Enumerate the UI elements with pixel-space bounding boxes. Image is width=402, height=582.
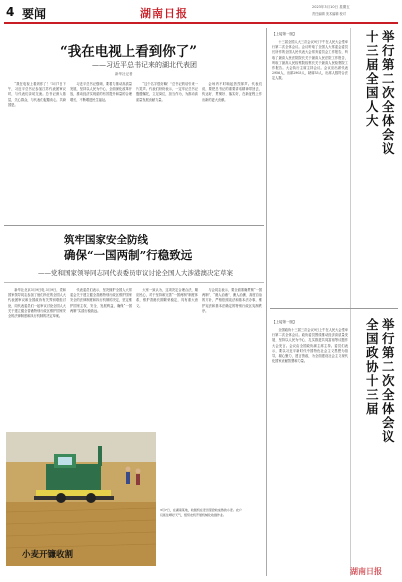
section-divider [270, 308, 398, 309]
lead-paragraph: “这个名字很好嘛！”总书记的话引来一片笑声。代表们纷纷表示，一定牢记总书记殷殷嘱托，立足岗位，担当作为，为推动高质量发展贡献力量。 [136, 82, 198, 102]
lead-subheadline: ——习近平总书记来的湖北代表团 [92, 61, 197, 69]
lead-column-4 [202, 82, 262, 222]
second-subheadline: ——党和国家领导同志同代表委员审议讨论全国人大涉港澳决定草案 [38, 269, 233, 277]
section-divider [4, 225, 264, 226]
second-paragraph: 与会同志表示，要全面准确贯彻“一国两制”、“港人治港”、澳人治澳、高度自治的方针，严格依照宪法和基本法办事，维护宪法和基本法确定的特别行政区宪制秩序。 [202, 288, 262, 313]
photo-headline: 小麦开镰收割 [22, 550, 74, 560]
npc-paragraph: 十三届全国人大三次会议9日下午在人民大会堂举行第二次全体会议。会议听取了全国人大常委会委员长所作的全国人民代表大会常务委员会工作报告，听取了最高人民法院院长关于最高人民法院工作报告，听取了最高人民检察院检察长关于最高人民检察院工作报告。大会执行主席主持会议。会议应出席代表2956人，出席2903人，缺席53人，出席人数符合法定人数。 [272, 40, 348, 81]
wheat-harvest-photo [6, 432, 156, 566]
section-divider [4, 282, 264, 283]
lead-column-1 [8, 82, 66, 222]
column-divider [350, 28, 351, 576]
second-paragraph: 代表委员们表示，坚决拥护全国人大常委会关于建立健全香港特别行政区维护国家安全的法律制度和执行机制的决定，坚定维护国家主权、安全、发展利益，确保“一国两制”实践行稳致远。 [70, 288, 132, 313]
issue-date: 2023年3月10日 星期五 [312, 5, 350, 9]
newspaper-watermark: 湖南日报 [350, 566, 382, 576]
lead-byline: 新华社记者 [115, 72, 133, 76]
second-column-4 [202, 288, 262, 503]
column-divider [266, 28, 267, 576]
npc-headline-part-1: 十三届全国人大 [366, 29, 379, 128]
masthead-logo: 湖南日报 [140, 7, 188, 20]
cppcc-session-article [272, 328, 348, 564]
second-kicker: 筑牢国家安全防线 [64, 234, 148, 246]
photo-caption: 3月7日，在湖南某地，收割机在麦田里抢收成熟的小麦。农户们抓住晴好天气，组织农机开展机械化收割作业。 [160, 508, 242, 517]
second-paragraph: 新华社北京3月9日电 3月9日，党和国家领导同志参加了他们所在的全国人大代表团审议和全国政协有关界别联组讨论，同代表委员们一起审议讨论全国人大关于建立健全香港特别行政区维护国家安全的法律制度和执行机制的决定草案。 [8, 288, 66, 319]
continued-tag: 【上接第一版】 [272, 320, 297, 324]
lead-headline: “我在电视上看到你了” [60, 44, 198, 60]
second-column-1 [8, 288, 66, 428]
lead-column-2 [70, 82, 132, 222]
second-paragraph: 大家一致认为，这项决定合理合法，顺应民心，对于坚持和完善“一国两制”制度体系，维护香港长期繁荣稳定，具有重大意义。 [136, 288, 198, 308]
lead-paragraph: 会场内不时响起热烈掌声。代表们说，要把总书记的重要讲话精神带回去，传达好、贯彻好、落实好，在新征程上作出新的更大贡献。 [202, 82, 262, 102]
header-rule [4, 22, 398, 24]
lead-column-3 [136, 82, 198, 222]
second-column-2 [70, 288, 132, 428]
cppcc-headline-part-2: 举行第二次全体会议 [382, 317, 395, 444]
cppcc-headline-part-1: 全国政协十三届 [366, 317, 379, 416]
second-headline: 确保“一国两制”行稳致远 [64, 248, 193, 262]
npc-headline-part-2: 举行第二次全体会议 [382, 29, 395, 156]
npc-session-article [272, 40, 348, 304]
continued-tag: 【上接第一版】 [272, 32, 297, 36]
section-label: 要闻 [22, 7, 47, 21]
editors-line: 责任编辑 美术编辑 校对 [312, 12, 346, 16]
lead-paragraph: 习近平总书记强调，要着力推动高质量发展，坚持以人民为中心，全面深化改革开放，推动经济实现质的有效提升和量的合理增长，不断增进民生福祉。 [70, 82, 132, 102]
cppcc-paragraph: 全国政协十三届三次会议9日上午在人民大会堂举行第二次全体会议。政协委员围绕推动经济高质量发展、坚持以人民为中心、扎实推进共同富裕等议题作大会发言。会议由全国政协副主席主持。委员们表示，要以习近平新时代中国特色社会主义思想为指导，凝心聚力，建言资政，为全面建设社会主义现代化国家贡献智慧和力量。 [272, 328, 348, 364]
lead-paragraph: “我在电视上看到你了！”3月7日下午，习近平总书记参加江苏代表团审议时，与代表们亲切交流。总书记深入基层，关心群众，与代表们促膝谈心，共商国是。 [8, 82, 66, 107]
page-number: 4 [6, 5, 15, 19]
